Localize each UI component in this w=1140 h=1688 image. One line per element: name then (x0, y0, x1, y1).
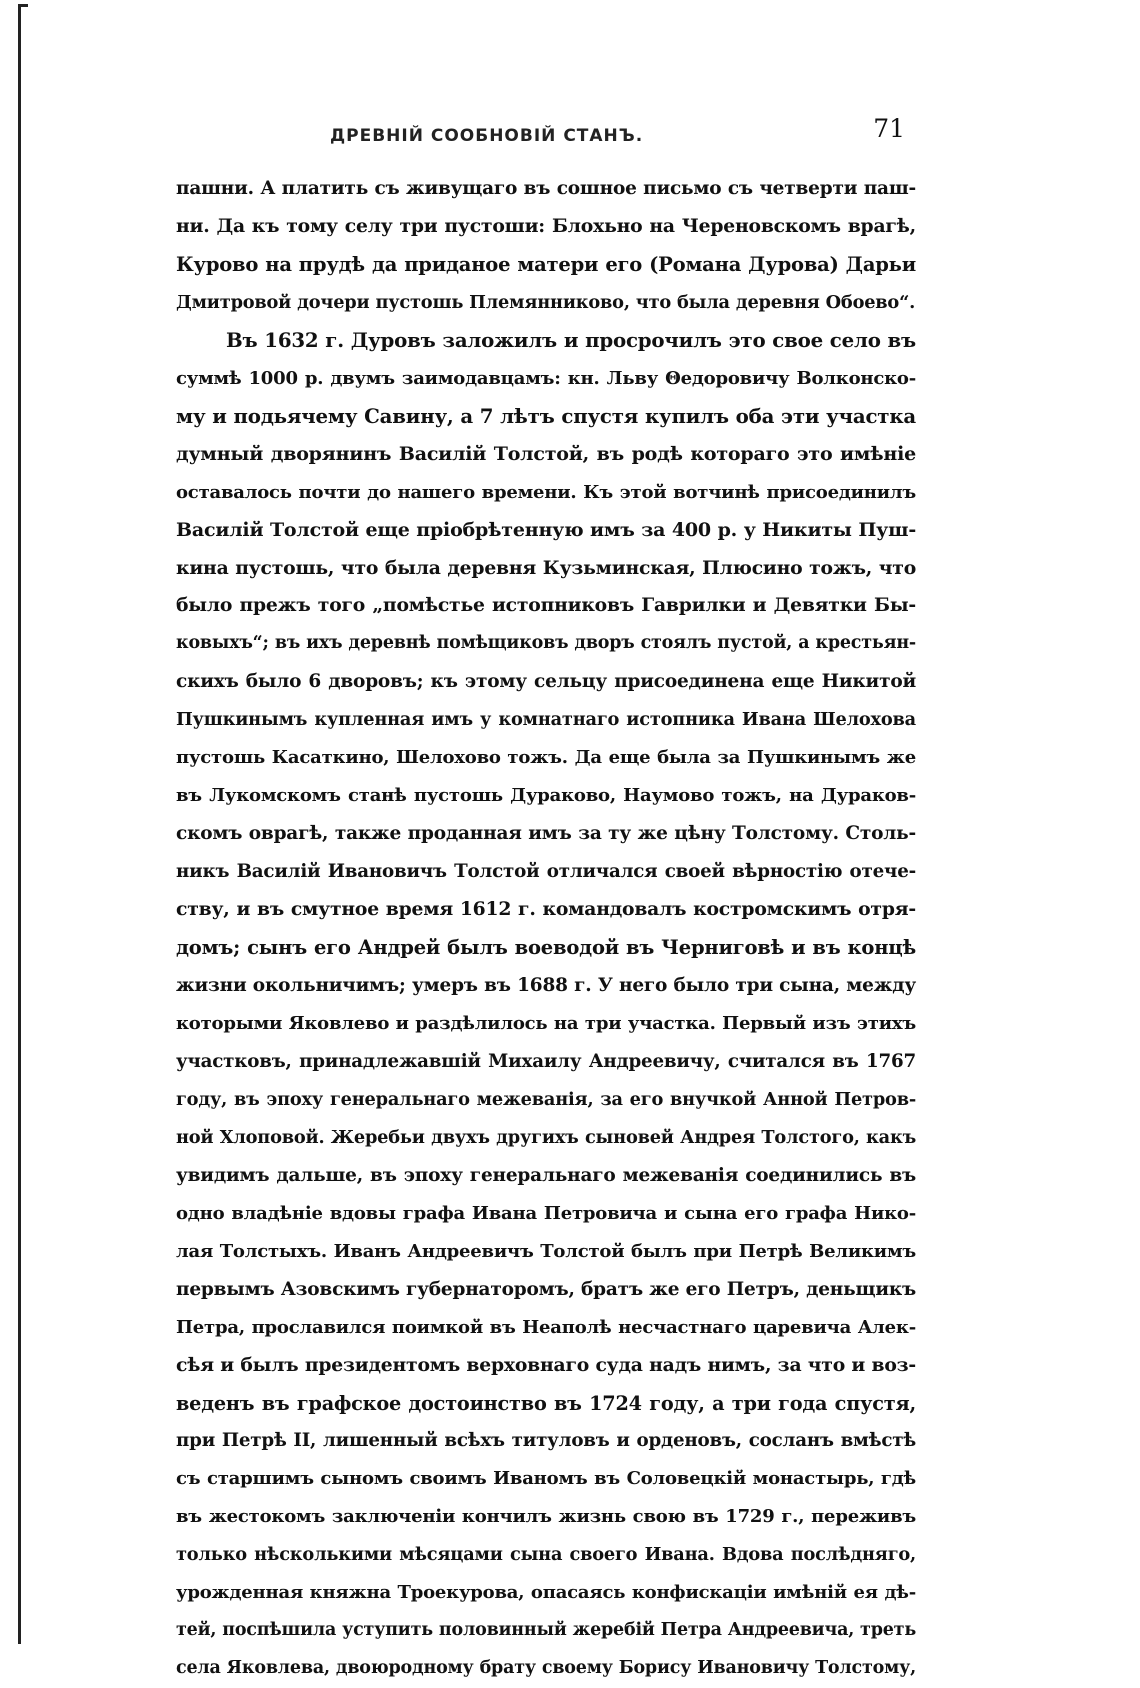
text-line: при Петрѣ II, лишенный всѣхъ титуловъ и орденовъ, сосланъ вмѣстѣ (176, 1430, 916, 1452)
text-line: Курово на прудѣ да приданое матери его (Романа Дурова) Дарьи (176, 252, 916, 276)
text-line: было прежъ того „помѣстье истопниковъ Гаврилки и Девятки Бы- (176, 594, 916, 617)
text-line: пашни. А платить съ живущаго въ сошное письмо съ четверти паш- (176, 178, 916, 199)
text-line: скомъ оврагѣ, также проданная имъ за ту же цѣну Толстому. Столь- (176, 823, 916, 845)
page-number: 71 (873, 114, 905, 143)
text-line: ству, и въ смутное время 1612 г. командовалъ костромскимъ отря- (176, 898, 916, 921)
text-line: думный дворянинъ Василій Толстой, въ родѣ котораго это имѣніе (176, 442, 916, 465)
text-line: первымъ Азовскимъ губернаторомъ, братъ же его Петръ, деньщикъ (176, 1278, 916, 1300)
text-line: урожденная княжна Троекурова, опасаясь конфискаціи имѣній ея дѣ- (176, 1582, 916, 1604)
text-line: домъ; сынъ его Андрей былъ воеводой въ Черниговѣ и въ концѣ (176, 936, 916, 960)
text-line: Дмитровой дочери пустошь Племянниково, что была деревня Обоево“. (176, 291, 916, 313)
text-line: Василій Толстой еще пріобрѣтенную имъ за 400 р. у Никиты Пуш- (176, 518, 916, 541)
text-line: ни. Да къ тому селу три пустоши: Блохьно на Череновскомъ врагѣ, (176, 214, 916, 237)
text-line: Петра, прославился поимкой въ Неаполѣ несчастнаго царевича Алек- (176, 1316, 916, 1338)
text-line: ковыхъ“; въ ихъ деревнѣ помѣщиковъ дворъ стоялъ пустой, а крестьян- (176, 633, 916, 654)
text-line: пустошь Касаткино, Шелохово тожъ. Да еще была за Пушкинымъ же (176, 747, 916, 769)
text-line: Пушкинымъ купленная имъ у комнатнаго истопника Ивана Шелохова (176, 709, 916, 731)
text-line: суммѣ 1000 р. двумъ заимодавцамъ: кн. Льву Θедоровичу Волконско- (176, 367, 916, 389)
running-head (165, 112, 905, 152)
text-line: оставалось почти до нашего времени. Къ этой вотчинѣ присоединилъ (176, 481, 916, 503)
text-line: которыми Яковлево и раздѣлилось на три участка. Первый изъ этихъ (176, 1012, 916, 1034)
body-text (176, 170, 916, 1688)
text-line: тей, поспѣшила уступить половинный жеребій Петра Андреевича, треть (176, 1620, 916, 1641)
text-line: участковъ, принадлежавшій Михаилу Андреевичу, считался въ 1767 (176, 1050, 916, 1072)
text-line: никъ Василій Ивановичъ Толстой отличался своей вѣрностію отече- (176, 861, 916, 883)
text-line: увидимъ дальше, въ эпоху генеральнаго межеванія соединились въ (176, 1164, 916, 1186)
text-line: съ старшимъ сыномъ своимъ Иваномъ въ Соловецкій монастырь, гдѣ (176, 1468, 916, 1490)
text-line: веденъ въ графское достоинство въ 1724 году, а три года спустя, (176, 1391, 916, 1415)
text-line: ной Хлоповой. Жеребьи двухъ другихъ сыновей Андрея Толстого, какъ (176, 1126, 916, 1148)
text-line: въ Лукомскомъ станѣ пустошь Дураково, Наумово тожъ, на Дураков- (176, 785, 916, 807)
page-edge-line (18, 4, 21, 1644)
running-title: ДРЕВНІЙ СООБНОВІЙ СТАНЪ. (330, 126, 644, 146)
text-line: села Яковлева, двоюродному брату своему Борису Ивановичу Толстому, (176, 1658, 916, 1679)
text-line: лая Толстыхъ. Иванъ Андреевичъ Толстой былъ при Петрѣ Великимъ (176, 1240, 916, 1262)
page-edge-corner (18, 4, 28, 7)
text-line: жизни окольничимъ; умеръ въ 1688 г. У него было три сына, между (176, 975, 916, 997)
text-line: кина пустошь, что была деревня Кузьминская, Плюсино тожъ, что (176, 556, 916, 579)
text-line: въ жестокомъ заключеніи кончилъ жизнь свою въ 1729 г., переживъ (176, 1506, 916, 1528)
text-line: му и подьячему Савину, а 7 лѣтъ спустя купилъ оба эти участка (176, 403, 916, 428)
text-line: сѣя и былъ президентомъ верховнаго суда надъ нимъ, за что и воз- (176, 1353, 916, 1376)
text-line: году, въ эпоху генеральнаго межеванія, за его внучкой Анной Петров- (176, 1088, 916, 1110)
text-line: скихъ было 6 дворовъ; къ этому сельцу присоединена еще Никитой (176, 671, 916, 693)
text-line: Въ 1632 г. Дуровъ заложилъ и просрочилъ это свое село въ (226, 327, 916, 352)
text-line: только нѣсколькими мѣсяцами сына своего Ивана. Вдова послѣдняго, (176, 1544, 916, 1566)
text-line: одно владѣніе вдовы графа Ивана Петровича и сына его графа Нико- (176, 1202, 916, 1224)
